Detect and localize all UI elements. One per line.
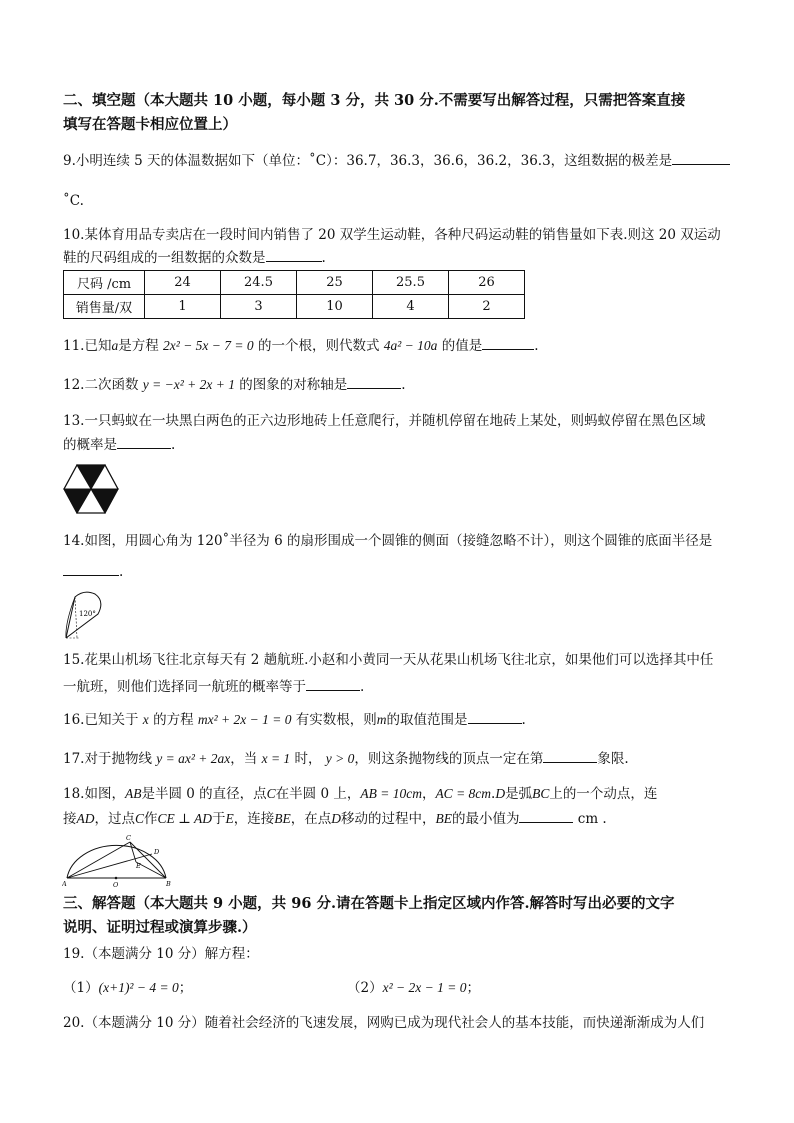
question-11: 11.已知a是方程 2x² − 5x − 7 = 0 的一个根，则代数式 4a² − 10a 的值是 . [63, 335, 539, 356]
math-equation: (x+1)² − 4 = 0 [98, 980, 179, 995]
math-var: E [225, 811, 234, 826]
table-cell: 25.5 [373, 271, 449, 295]
math-var: m [376, 712, 387, 727]
question-9-text: 9.小明连续 5 天的体温数据如下（单位：˚C）：36.7，36.3，36.6，36.2，36.3，这组数据的极差是 [63, 153, 673, 169]
question-13-line2: 的概率是 . [63, 434, 175, 455]
question-16-text: 的取值范围是 [386, 712, 468, 728]
question-18-text: 的最小值为 [451, 811, 520, 827]
question-17-text: ，当 [230, 751, 258, 767]
question-19-part2 [347, 978, 480, 998]
angle-label: 120° [79, 610, 96, 618]
question-17 [63, 748, 629, 769]
question-19-text: （2） [347, 980, 383, 996]
math-expression: CE ⊥ AD [157, 811, 212, 826]
answer-blank [672, 150, 730, 165]
math-var: C [266, 786, 276, 801]
question-19-title: 19.（本题满分 10 分）解方程： [63, 946, 259, 962]
question-14-line2: . [63, 561, 123, 582]
question-18-line1 [63, 784, 657, 804]
table-cell: 3 [221, 295, 297, 319]
question-18-text: 移动的过程中， [340, 811, 436, 827]
question-19-text: ； [178, 980, 193, 996]
question-17-text: 时， [294, 751, 322, 767]
question-9 [63, 150, 730, 171]
answer-blank [543, 748, 597, 763]
semicircle-figure [62, 834, 172, 888]
question-18-text: 是弧 [505, 786, 533, 802]
math-var: D [495, 786, 506, 801]
question-16-text: 16.已知关于 [63, 712, 139, 728]
point-label-e: E [136, 862, 141, 870]
question-18-text: 上的一个动点，连 [549, 786, 658, 802]
math-var: AB [124, 786, 142, 801]
math-equation: x² − 2x − 1 = 0 [382, 980, 467, 995]
math-expression: 4a² − 10a [383, 338, 438, 353]
section3-heading-line1: 三、解答题（本大题共 9 小题，共 96 分.请在答题卡上指定区域内作答.解答时写出必要的文字 [63, 895, 675, 912]
question-18-text: 在半圆 0 上， [275, 786, 361, 802]
table-cell: 25 [297, 271, 373, 295]
question-12-text: 的图象的对称轴是 [239, 377, 348, 393]
question-11-text: 是方程 [118, 338, 159, 354]
math-var: a [111, 338, 119, 353]
question-18-text: ，过点 [94, 811, 135, 827]
table-cell: 10 [297, 295, 373, 319]
question-15-line2: 一航班，则他们选择同一航班的概率等于 . [63, 676, 364, 697]
question-19-text: ； [466, 980, 480, 996]
question-18-text: ，连接 [233, 811, 275, 827]
question-18-line2 [63, 808, 607, 829]
section2-heading-line2: 填写在答题卡相应位置上） [63, 116, 237, 133]
question-18-text: 接 [63, 811, 77, 827]
question-17-text: 象限. [597, 751, 629, 767]
math-equation: mx² + 2x − 1 = 0 [197, 712, 292, 727]
section3-heading-line2: 说明、证明过程或演算步骤.） [63, 919, 257, 936]
point-label-a: A [62, 880, 67, 888]
table-row [64, 271, 525, 295]
answer-blank [519, 808, 573, 823]
question-18-text: 是半圆 0 的直径，点 [141, 786, 267, 802]
math-var: x [142, 712, 149, 727]
question-18-text: 于 [211, 811, 226, 827]
shoe-size-table [63, 270, 525, 319]
question-11-text: 11.已知 [63, 338, 112, 354]
math-function: y = −x² + 2x + 1 [142, 377, 235, 392]
table-cell: 26 [449, 271, 525, 295]
question-12-text: 12.二次函数 [63, 377, 139, 393]
question-15-line1: 15.花果山机场飞往北京每天有 2 趟航班.小赵和小黄同一天从花果山机场飞往北京，如果他们可以选择其中任 [63, 652, 714, 668]
math-var: D [331, 811, 341, 826]
question-12: 12.二次函数 y = −x² + 2x + 1 的图象的对称轴是 . [63, 374, 406, 395]
answer-blank [266, 247, 322, 262]
question-18-text: cm . [577, 811, 607, 827]
math-condition: y > 0 [325, 751, 355, 766]
math-var: BE [435, 811, 452, 826]
table-row-header: 尺码 /cm [64, 271, 145, 295]
math-expression: AC = 8cm [435, 786, 492, 801]
question-13-text: 的概率是 [63, 437, 117, 453]
question-18-text: . [491, 786, 496, 802]
question-10-text: 鞋的尺码组成的一组数据的众数是 [63, 250, 266, 266]
question-11-text: 的一个根，则代数式 [257, 338, 380, 354]
point-label-b: B [166, 880, 171, 888]
question-16-text: 有实数根，则 [295, 712, 377, 728]
math-var: BC [532, 786, 550, 801]
answer-blank [306, 676, 360, 691]
table-cell: 1 [145, 295, 221, 319]
question-17-text: ，则这条抛物线的顶点一定在第 [354, 751, 544, 767]
answer-blank [63, 561, 119, 576]
question-15-text: 一航班，则他们选择同一航班的概率等于 [63, 679, 306, 695]
math-expression: AB = 10cm [360, 786, 422, 801]
point-label-c: C [126, 834, 131, 842]
question-19-part1 [63, 978, 192, 998]
question-20-line1: 20.（本题满分 10 分）随着社会经济的飞速发展，网购已成为现代社会人的基本技能，而快递渐渐成为人们 [63, 1015, 705, 1031]
question-13-line1: 13.一只蚂蚁在一块黑白两色的正六边形地砖上任意爬行，并随机停留在地砖上某处，则蚂蚁停留在黑色区域 [63, 413, 706, 429]
question-17-text: 17.对于抛物线 [63, 751, 152, 767]
answer-blank [347, 374, 401, 389]
answer-blank [468, 709, 522, 724]
question-10-line1: 10.某体育用品专卖店在一段时间内销售了 20 双学生运动鞋，各种尺码运动鞋的销售量如下表.则这 20 双运动 [63, 227, 721, 243]
question-18-text: 作 [144, 811, 158, 827]
math-condition: x = 1 [261, 751, 291, 766]
math-var: BE [274, 811, 291, 826]
table-row [64, 295, 525, 319]
question-11-text: 的值是 [441, 338, 483, 354]
question-16-text: 的方程 [153, 712, 194, 728]
math-equation: 2x² − 5x − 7 = 0 [163, 338, 254, 353]
math-var: C [135, 811, 145, 826]
table-cell: 2 [449, 295, 525, 319]
table-row-header: 销售量/双 [64, 295, 145, 319]
question-10-line2: 鞋的尺码组成的一组数据的众数是 . [63, 247, 326, 268]
math-var: AD [76, 811, 95, 826]
table-cell: 24.5 [221, 271, 297, 295]
answer-blank [117, 434, 171, 449]
question-19-text: （1） [63, 980, 99, 996]
sector-cone-figure [62, 588, 104, 642]
math-function: y = ax² + 2ax [156, 751, 231, 766]
point-label-o: O [113, 881, 119, 888]
question-18-text: ，在点 [290, 811, 332, 827]
table-cell: 4 [373, 295, 449, 319]
table-cell: 24 [145, 271, 221, 295]
answer-blank [482, 335, 534, 350]
hexagon-tile-figure [63, 464, 119, 514]
question-16: 16.已知关于 x 的方程 mx² + 2x − 1 = 0 有实数根，则m的取值范围是 . [63, 709, 526, 730]
question-14-line1: 14.如图，用圆心角为 120˚半径为 6 的扇形围成一个圆锥的侧面（接缝忽略不计），则这个圆锥的底面半径是 [63, 533, 713, 549]
question-9-unit: ˚C. [63, 193, 84, 209]
question-18-text: ， [421, 786, 436, 802]
question-18-text: 18.如图， [63, 786, 125, 802]
point-label-d: D [154, 848, 160, 856]
section2-heading-line1: 二、填空题（本大题共 10 小题，每小题 3 分，共 30 分.不需要写出解答过程，只需把答案直接 [63, 92, 686, 109]
